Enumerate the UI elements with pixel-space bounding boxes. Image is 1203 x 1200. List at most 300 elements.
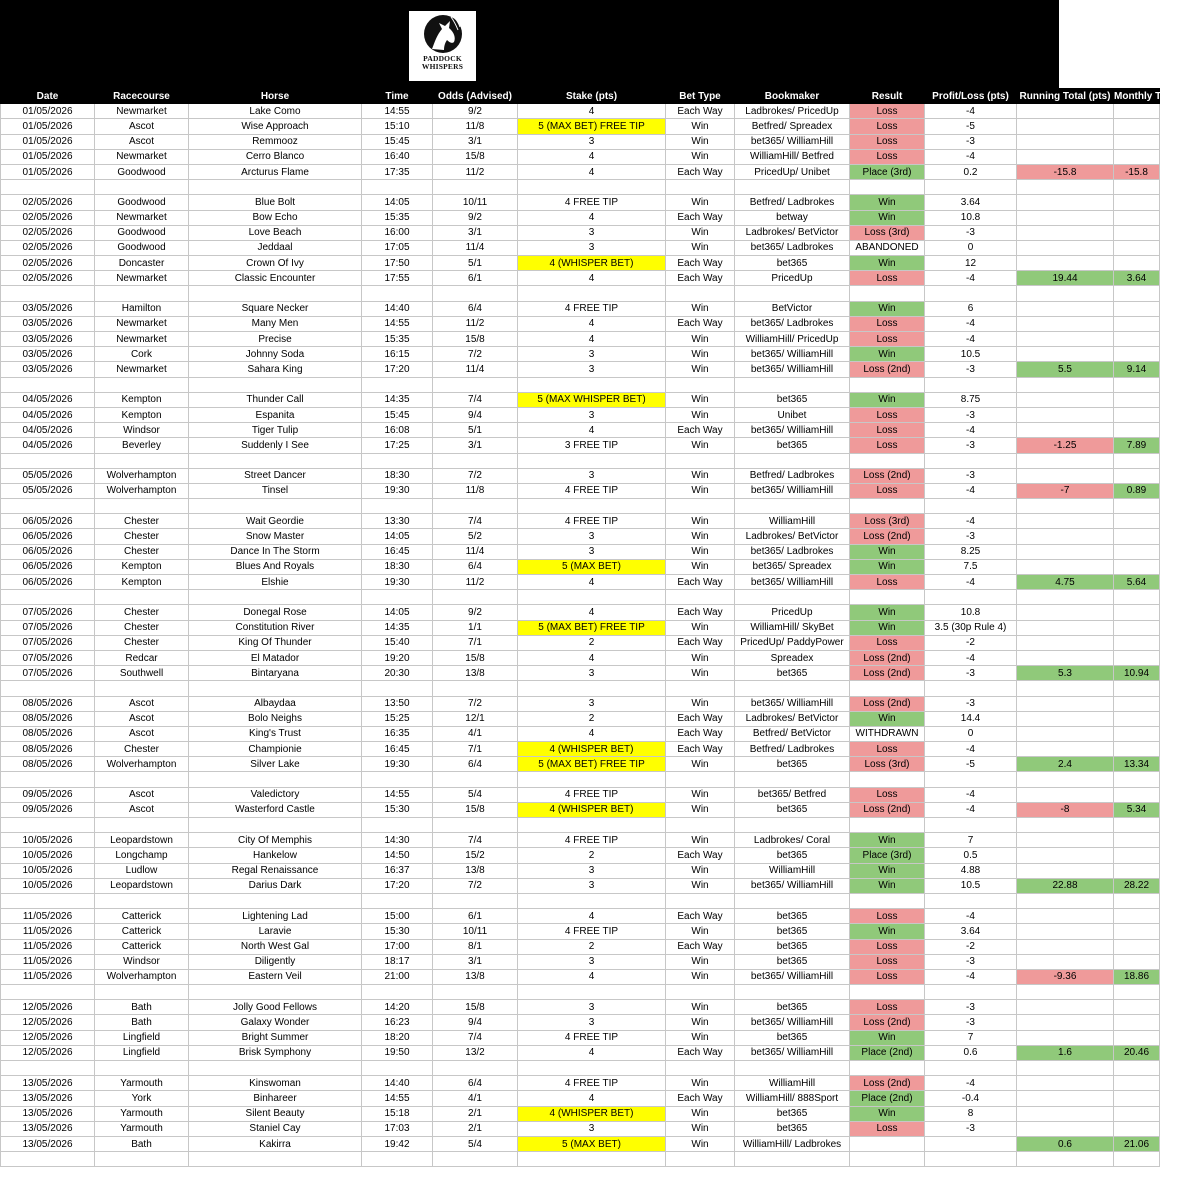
result-cell[interactable]: Win [850,347,925,362]
time-cell[interactable]: 14:55 [362,104,433,119]
racecourse-cell[interactable]: Goodwood [95,195,189,210]
result-cell[interactable]: Loss [850,316,925,331]
stake-cell[interactable]: 4 [518,726,666,741]
monthly-total-cell[interactable] [1114,134,1160,149]
time-cell[interactable]: 14:55 [362,316,433,331]
date-cell[interactable]: 03/05/2026 [1,347,95,362]
running-total-cell[interactable] [1017,256,1114,271]
bet-type-cell[interactable]: Win [666,969,735,984]
racecourse-cell[interactable]: Yarmouth [95,1121,189,1136]
bet-type-cell[interactable]: Each Way [666,1091,735,1106]
result-cell[interactable]: ABANDONED [850,240,925,255]
time-cell[interactable]: 19:20 [362,650,433,665]
odds-cell[interactable]: 7/2 [433,696,518,711]
horse-cell[interactable]: Bright Summer [189,1030,362,1045]
profit-loss-cell[interactable]: -2 [925,635,1017,650]
horse-cell[interactable]: Darius Dark [189,878,362,893]
racecourse-cell[interactable]: Ascot [95,787,189,802]
bookmaker-cell[interactable]: bet365 [735,256,850,271]
result-cell[interactable]: Loss (3rd) [850,225,925,240]
stake-cell[interactable]: 5 (MAX BET) [518,1136,666,1151]
horse-cell[interactable]: Bolo Neighs [189,711,362,726]
racecourse-cell[interactable]: Goodwood [95,225,189,240]
bookmaker-cell[interactable]: bet365/ WilliamHill [735,423,850,438]
column-header[interactable]: Running Total (pts) [1017,89,1114,104]
racecourse-cell[interactable]: Cork [95,347,189,362]
running-total-cell[interactable] [1017,347,1114,362]
date-cell[interactable]: 12/05/2026 [1,1000,95,1015]
date-cell[interactable]: 13/05/2026 [1,1106,95,1121]
bet-type-cell[interactable]: Each Way [666,164,735,179]
odds-cell[interactable]: 7/2 [433,468,518,483]
profit-loss-cell[interactable]: -3 [925,696,1017,711]
column-header[interactable]: Time [362,89,433,104]
odds-cell[interactable]: 13/8 [433,969,518,984]
horse-cell[interactable]: Tiger Tulip [189,423,362,438]
time-cell[interactable]: 15:40 [362,635,433,650]
time-cell[interactable]: 14:35 [362,620,433,635]
running-total-cell[interactable]: 0.6 [1017,1136,1114,1151]
racecourse-cell[interactable]: Lingfield [95,1030,189,1045]
running-total-cell[interactable] [1017,1121,1114,1136]
stake-cell[interactable]: 5 (MAX BET) [518,559,666,574]
profit-loss-cell[interactable]: 10.8 [925,210,1017,225]
result-cell[interactable]: Win [850,392,925,407]
horse-cell[interactable]: Espanita [189,407,362,422]
profit-loss-cell[interactable]: 10.8 [925,605,1017,620]
racecourse-cell[interactable]: Bath [95,1015,189,1030]
horse-cell[interactable]: King's Trust [189,726,362,741]
date-cell[interactable]: 10/05/2026 [1,878,95,893]
monthly-total-cell[interactable] [1114,954,1160,969]
bet-type-cell[interactable]: Each Way [666,271,735,286]
profit-loss-cell[interactable]: -3 [925,666,1017,681]
result-cell[interactable]: Place (3rd) [850,848,925,863]
monthly-total-cell[interactable] [1114,1015,1160,1030]
column-header[interactable]: Profit/Loss (pts) [925,89,1017,104]
horse-cell[interactable]: Silver Lake [189,757,362,772]
stake-cell[interactable]: 4 (WHISPER BET) [518,1106,666,1121]
column-header[interactable]: Result [850,89,925,104]
monthly-total-cell[interactable] [1114,240,1160,255]
profit-loss-cell[interactable]: -2 [925,939,1017,954]
profit-loss-cell[interactable]: 3.5 (30p Rule 4) [925,620,1017,635]
profit-loss-cell[interactable]: -4 [925,423,1017,438]
date-cell[interactable]: 11/05/2026 [1,909,95,924]
profit-loss-cell[interactable]: 4.88 [925,863,1017,878]
horse-cell[interactable]: Constitution River [189,620,362,635]
monthly-total-cell[interactable] [1114,316,1160,331]
bet-type-cell[interactable]: Each Way [666,316,735,331]
monthly-total-cell[interactable]: 28.22 [1114,878,1160,893]
horse-cell[interactable]: Blue Bolt [189,195,362,210]
time-cell[interactable]: 14:50 [362,848,433,863]
racecourse-cell[interactable]: Ascot [95,711,189,726]
bet-type-cell[interactable]: Each Way [666,605,735,620]
odds-cell[interactable]: 7/4 [433,514,518,529]
horse-cell[interactable]: Love Beach [189,225,362,240]
racecourse-cell[interactable]: Newmarket [95,362,189,377]
monthly-total-cell[interactable] [1114,1121,1160,1136]
odds-cell[interactable]: 15/8 [433,149,518,164]
racecourse-cell[interactable]: Catterick [95,924,189,939]
racecourse-cell[interactable]: Newmarket [95,149,189,164]
odds-cell[interactable]: 2/1 [433,1106,518,1121]
time-cell[interactable]: 15:18 [362,1106,433,1121]
date-cell[interactable]: 13/05/2026 [1,1136,95,1151]
profit-loss-cell[interactable]: -4 [925,969,1017,984]
result-cell[interactable]: Win [850,1106,925,1121]
date-cell[interactable]: 01/05/2026 [1,149,95,164]
racecourse-cell[interactable]: Wolverhampton [95,483,189,498]
racecourse-cell[interactable]: Longchamp [95,848,189,863]
odds-cell[interactable]: 13/2 [433,1045,518,1060]
result-cell[interactable]: Win [850,605,925,620]
bookmaker-cell[interactable]: bet365 [735,802,850,817]
column-header[interactable]: Horse [189,89,362,104]
profit-loss-cell[interactable]: -4 [925,787,1017,802]
monthly-total-cell[interactable]: 10.94 [1114,666,1160,681]
time-cell[interactable]: 15:25 [362,711,433,726]
profit-loss-cell[interactable]: -4 [925,575,1017,590]
stake-cell[interactable]: 3 [518,225,666,240]
monthly-total-cell[interactable]: 20.46 [1114,1045,1160,1060]
result-cell[interactable]: Loss [850,909,925,924]
horse-cell[interactable]: Classic Encounter [189,271,362,286]
stake-cell[interactable]: 3 [518,407,666,422]
monthly-total-cell[interactable] [1114,726,1160,741]
stake-cell[interactable]: 4 [518,1045,666,1060]
monthly-total-cell[interactable] [1114,149,1160,164]
stake-cell[interactable]: 4 FREE TIP [518,514,666,529]
date-cell[interactable]: 11/05/2026 [1,969,95,984]
racecourse-cell[interactable]: Kempton [95,407,189,422]
odds-cell[interactable]: 11/8 [433,119,518,134]
date-cell[interactable]: 04/05/2026 [1,407,95,422]
running-total-cell[interactable] [1017,605,1114,620]
racecourse-cell[interactable]: Newmarket [95,210,189,225]
result-cell[interactable]: Win [850,544,925,559]
profit-loss-cell[interactable]: 0.2 [925,164,1017,179]
result-cell[interactable]: Win [850,210,925,225]
odds-cell[interactable]: 7/4 [433,1030,518,1045]
monthly-total-cell[interactable] [1114,833,1160,848]
running-total-cell[interactable]: -8 [1017,802,1114,817]
running-total-cell[interactable] [1017,407,1114,422]
stake-cell[interactable]: 4 FREE TIP [518,195,666,210]
odds-cell[interactable]: 9/4 [433,1015,518,1030]
odds-cell[interactable]: 13/8 [433,863,518,878]
horse-cell[interactable]: Square Necker [189,301,362,316]
bookmaker-cell[interactable]: bet365/ Ladbrokes [735,240,850,255]
bookmaker-cell[interactable]: Ladbrokes/ BetVictor [735,529,850,544]
profit-loss-cell[interactable]: -4 [925,332,1017,347]
stake-cell[interactable]: 4 FREE TIP [518,924,666,939]
stake-cell[interactable]: 5 (MAX BET) FREE TIP [518,757,666,772]
profit-loss-cell[interactable]: -4 [925,742,1017,757]
bookmaker-cell[interactable]: bet365/ WilliamHill [735,1015,850,1030]
result-cell[interactable]: Loss (2nd) [850,1076,925,1091]
time-cell[interactable]: 16:37 [362,863,433,878]
stake-cell[interactable]: 3 [518,1015,666,1030]
bet-type-cell[interactable]: Win [666,149,735,164]
monthly-total-cell[interactable] [1114,104,1160,119]
bet-type-cell[interactable]: Win [666,347,735,362]
running-total-cell[interactable] [1017,423,1114,438]
date-cell[interactable]: 12/05/2026 [1,1045,95,1060]
odds-cell[interactable]: 2/1 [433,1121,518,1136]
running-total-cell[interactable] [1017,316,1114,331]
horse-cell[interactable]: Tinsel [189,483,362,498]
running-total-cell[interactable] [1017,939,1114,954]
bookmaker-cell[interactable]: PricedUp [735,271,850,286]
odds-cell[interactable]: 6/4 [433,559,518,574]
bookmaker-cell[interactable]: bet365 [735,1030,850,1045]
result-cell[interactable]: Win [850,863,925,878]
bet-type-cell[interactable]: Win [666,225,735,240]
profit-loss-cell[interactable]: -3 [925,407,1017,422]
odds-cell[interactable]: 9/4 [433,407,518,422]
profit-loss-cell[interactable]: -3 [925,468,1017,483]
racecourse-cell[interactable]: Bath [95,1000,189,1015]
monthly-total-cell[interactable] [1114,1106,1160,1121]
monthly-total-cell[interactable] [1114,119,1160,134]
time-cell[interactable]: 15:45 [362,407,433,422]
bet-type-cell[interactable]: Win [666,666,735,681]
running-total-cell[interactable] [1017,650,1114,665]
odds-cell[interactable]: 15/8 [433,650,518,665]
horse-cell[interactable]: Dance In The Storm [189,544,362,559]
bet-type-cell[interactable]: Win [666,650,735,665]
racecourse-cell[interactable]: Ascot [95,696,189,711]
result-cell[interactable]: Place (2nd) [850,1045,925,1060]
bet-type-cell[interactable]: Win [666,1136,735,1151]
monthly-total-cell[interactable] [1114,1000,1160,1015]
profit-loss-cell[interactable]: 3.64 [925,195,1017,210]
bet-type-cell[interactable]: Win [666,1076,735,1091]
time-cell[interactable]: 16:40 [362,149,433,164]
horse-cell[interactable]: King Of Thunder [189,635,362,650]
profit-loss-cell[interactable]: -3 [925,134,1017,149]
stake-cell[interactable]: 4 [518,271,666,286]
stake-cell[interactable]: 4 [518,909,666,924]
horse-cell[interactable]: Sahara King [189,362,362,377]
bookmaker-cell[interactable]: bet365 [735,924,850,939]
result-cell[interactable]: Place (2nd) [850,1091,925,1106]
racecourse-cell[interactable]: Catterick [95,909,189,924]
bookmaker-cell[interactable]: bet365 [735,909,850,924]
racecourse-cell[interactable]: Hamilton [95,301,189,316]
date-cell[interactable]: 02/05/2026 [1,195,95,210]
stake-cell[interactable]: 4 FREE TIP [518,833,666,848]
date-cell[interactable]: 06/05/2026 [1,544,95,559]
odds-cell[interactable]: 3/1 [433,954,518,969]
odds-cell[interactable]: 7/4 [433,392,518,407]
running-total-cell[interactable] [1017,1000,1114,1015]
bookmaker-cell[interactable]: bet365 [735,1000,850,1015]
date-cell[interactable]: 10/05/2026 [1,848,95,863]
racecourse-cell[interactable]: Windsor [95,423,189,438]
bet-type-cell[interactable]: Win [666,134,735,149]
stake-cell[interactable]: 2 [518,939,666,954]
monthly-total-cell[interactable] [1114,742,1160,757]
horse-cell[interactable]: Silent Beauty [189,1106,362,1121]
bookmaker-cell[interactable]: WilliamHill/ Ladbrokes [735,1136,850,1151]
date-cell[interactable]: 09/05/2026 [1,787,95,802]
bet-type-cell[interactable]: Win [666,620,735,635]
racecourse-cell[interactable]: Leopardstown [95,878,189,893]
bet-type-cell[interactable]: Win [666,332,735,347]
result-cell[interactable]: Loss (2nd) [850,529,925,544]
racecourse-cell[interactable]: Kempton [95,575,189,590]
time-cell[interactable]: 15:30 [362,924,433,939]
stake-cell[interactable]: 4 [518,1091,666,1106]
odds-cell[interactable]: 15/8 [433,1000,518,1015]
monthly-total-cell[interactable] [1114,924,1160,939]
date-cell[interactable]: 12/05/2026 [1,1015,95,1030]
racecourse-cell[interactable]: Wolverhampton [95,969,189,984]
date-cell[interactable]: 05/05/2026 [1,483,95,498]
result-cell[interactable]: Win [850,1030,925,1045]
result-cell[interactable]: Win [850,833,925,848]
monthly-total-cell[interactable] [1114,696,1160,711]
bookmaker-cell[interactable]: Ladbrokes/ Coral [735,833,850,848]
racecourse-cell[interactable]: Wolverhampton [95,757,189,772]
time-cell[interactable]: 16:15 [362,347,433,362]
racecourse-cell[interactable]: Newmarket [95,271,189,286]
racecourse-cell[interactable]: Chester [95,742,189,757]
bet-type-cell[interactable]: Each Way [666,726,735,741]
bet-type-cell[interactable]: Win [666,696,735,711]
profit-loss-cell[interactable]: -4 [925,802,1017,817]
stake-cell[interactable]: 4 (WHISPER BET) [518,802,666,817]
odds-cell[interactable]: 15/2 [433,848,518,863]
running-total-cell[interactable] [1017,635,1114,650]
bet-type-cell[interactable]: Win [666,468,735,483]
racecourse-cell[interactable]: Southwell [95,666,189,681]
bookmaker-cell[interactable]: WilliamHill/ SkyBet [735,620,850,635]
stake-cell[interactable]: 4 [518,575,666,590]
stake-cell[interactable]: 3 [518,1121,666,1136]
monthly-total-cell[interactable]: 18.86 [1114,969,1160,984]
stake-cell[interactable]: 5 (MAX BET) FREE TIP [518,620,666,635]
running-total-cell[interactable]: 2.4 [1017,757,1114,772]
bookmaker-cell[interactable]: betway [735,210,850,225]
time-cell[interactable]: 15:30 [362,802,433,817]
monthly-total-cell[interactable]: 5.34 [1114,802,1160,817]
time-cell[interactable]: 17:20 [362,878,433,893]
bet-type-cell[interactable]: Win [666,878,735,893]
date-cell[interactable]: 03/05/2026 [1,362,95,377]
bookmaker-cell[interactable]: bet365 [735,438,850,453]
column-header[interactable]: Odds (Advised) [433,89,518,104]
date-cell[interactable]: 08/05/2026 [1,696,95,711]
date-cell[interactable]: 08/05/2026 [1,711,95,726]
date-cell[interactable]: 12/05/2026 [1,1030,95,1045]
monthly-total-cell[interactable]: 5.64 [1114,575,1160,590]
result-cell[interactable]: Loss [850,119,925,134]
bet-type-cell[interactable]: Win [666,514,735,529]
racecourse-cell[interactable]: Chester [95,529,189,544]
profit-loss-cell[interactable]: -5 [925,119,1017,134]
profit-loss-cell[interactable]: -3 [925,225,1017,240]
odds-cell[interactable]: 6/4 [433,1076,518,1091]
time-cell[interactable]: 16:08 [362,423,433,438]
odds-cell[interactable]: 9/2 [433,605,518,620]
monthly-total-cell[interactable]: 13.34 [1114,757,1160,772]
monthly-total-cell[interactable] [1114,559,1160,574]
racecourse-cell[interactable]: Wolverhampton [95,468,189,483]
bookmaker-cell[interactable]: bet365 [735,939,850,954]
result-cell[interactable]: Win [850,878,925,893]
monthly-total-cell[interactable] [1114,195,1160,210]
monthly-total-cell[interactable] [1114,848,1160,863]
racecourse-cell[interactable]: Doncaster [95,256,189,271]
running-total-cell[interactable] [1017,909,1114,924]
result-cell[interactable]: Loss [850,483,925,498]
profit-loss-cell[interactable]: -4 [925,909,1017,924]
racecourse-cell[interactable]: Kempton [95,559,189,574]
stake-cell[interactable]: 3 [518,347,666,362]
running-total-cell[interactable] [1017,696,1114,711]
running-total-cell[interactable] [1017,195,1114,210]
time-cell[interactable]: 14:35 [362,392,433,407]
time-cell[interactable]: 17:35 [362,164,433,179]
running-total-cell[interactable] [1017,787,1114,802]
bet-type-cell[interactable]: Win [666,1121,735,1136]
profit-loss-cell[interactable]: -3 [925,438,1017,453]
bet-type-cell[interactable]: Win [666,1000,735,1015]
profit-loss-cell[interactable] [925,1136,1017,1151]
profit-loss-cell[interactable]: 0.6 [925,1045,1017,1060]
date-cell[interactable]: 06/05/2026 [1,514,95,529]
result-cell[interactable]: Loss [850,635,925,650]
date-cell[interactable]: 07/05/2026 [1,666,95,681]
running-total-cell[interactable] [1017,240,1114,255]
bet-type-cell[interactable]: Win [666,301,735,316]
monthly-total-cell[interactable] [1114,423,1160,438]
result-cell[interactable] [850,1136,925,1151]
horse-cell[interactable]: Suddenly I See [189,438,362,453]
running-total-cell[interactable] [1017,392,1114,407]
time-cell[interactable]: 14:20 [362,1000,433,1015]
date-cell[interactable]: 08/05/2026 [1,726,95,741]
odds-cell[interactable]: 7/1 [433,635,518,650]
odds-cell[interactable]: 15/8 [433,802,518,817]
odds-cell[interactable]: 6/4 [433,301,518,316]
running-total-cell[interactable]: 5.3 [1017,666,1114,681]
monthly-total-cell[interactable]: 9.14 [1114,362,1160,377]
horse-cell[interactable]: Valedictory [189,787,362,802]
horse-cell[interactable]: Brisk Symphony [189,1045,362,1060]
stake-cell[interactable]: 3 [518,240,666,255]
bookmaker-cell[interactable]: WilliamHill [735,1076,850,1091]
horse-cell[interactable]: Regal Renaissance [189,863,362,878]
date-cell[interactable]: 06/05/2026 [1,529,95,544]
bookmaker-cell[interactable]: PricedUp/ PaddyPower [735,635,850,650]
racecourse-cell[interactable]: Beverley [95,438,189,453]
result-cell[interactable]: Loss (3rd) [850,514,925,529]
running-total-cell[interactable]: 5.5 [1017,362,1114,377]
bookmaker-cell[interactable]: Betfred/ Ladbrokes [735,195,850,210]
date-cell[interactable]: 06/05/2026 [1,559,95,574]
date-cell[interactable]: 04/05/2026 [1,423,95,438]
running-total-cell[interactable] [1017,848,1114,863]
date-cell[interactable]: 04/05/2026 [1,438,95,453]
profit-loss-cell[interactable]: -4 [925,316,1017,331]
horse-cell[interactable]: Jolly Good Fellows [189,1000,362,1015]
stake-cell[interactable]: 4 [518,332,666,347]
